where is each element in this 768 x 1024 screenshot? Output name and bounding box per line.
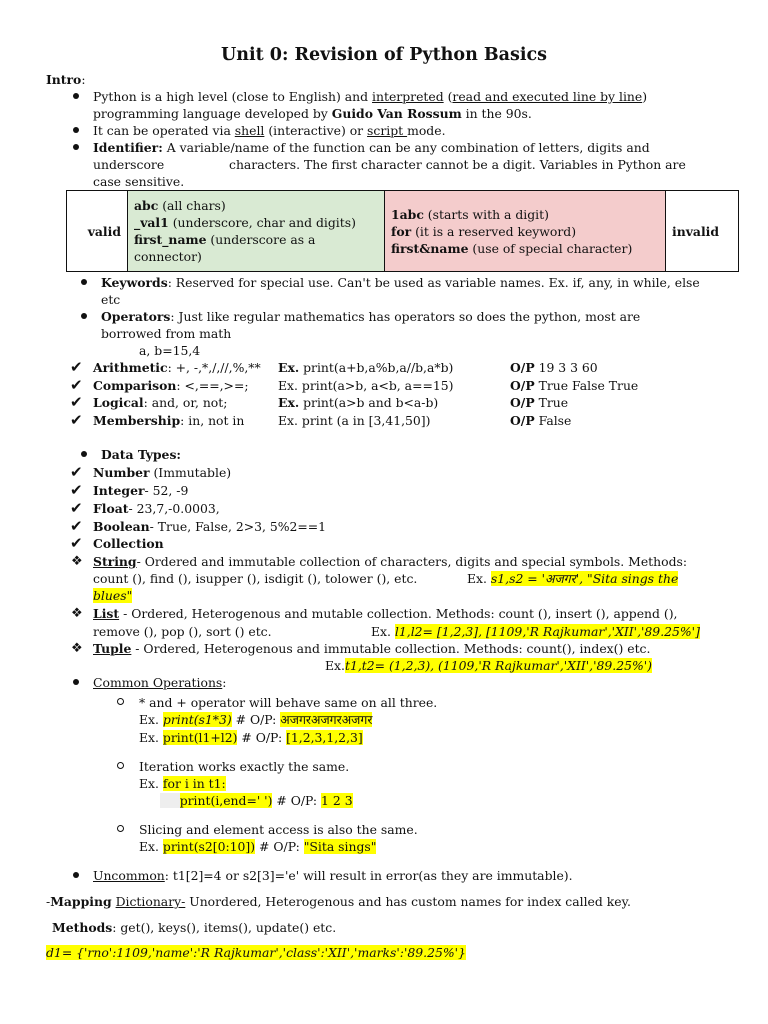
- intro-bullet-3-line-2b: characters. The first character cannot be a digit. Variables in Python are: [229, 157, 686, 172]
- intro-bullet-3-line-2a: underscore: [93, 157, 165, 172]
- valid-row: _val1 (underscore, char and digits): [134, 215, 356, 230]
- keywords-line-2: etc: [101, 292, 121, 307]
- common-op-2: Iteration works exactly the same.: [139, 759, 350, 774]
- intro-bullet-2: It can be operated via shell (interactive) or script mode.: [93, 123, 446, 138]
- intro-bullet-1-line-2: programming language developed by Guido Van Rossum in the 90s.: [93, 106, 532, 121]
- bullet-icon: [73, 93, 79, 99]
- data-type-item: Number (Immutable): [93, 465, 232, 480]
- data-type-item: Integer- 52, -9: [93, 483, 189, 498]
- bullet-icon: [73, 127, 79, 133]
- checkmark-icon: ✔: [70, 393, 83, 411]
- string-line-2: count (), find (), isupper (), isdigit (), tolower (), etc.: [93, 571, 418, 586]
- op-row-example: Ex. print(a>b, a<b, a==15): [278, 378, 454, 393]
- op-row-name: Comparison: <,==,>=;: [93, 378, 249, 393]
- op-row-output: O/P 19 3 3 60: [510, 360, 598, 375]
- circle-bullet-icon: [117, 825, 124, 832]
- valid-examples: [128, 191, 385, 272]
- bullet-icon: [81, 279, 87, 285]
- valid-row: first_name (underscore as a: [134, 232, 316, 247]
- list-example: Ex. l1,l2= [1,2,3], [1109,'R Rajkumar','XII','89.25%']: [371, 624, 700, 639]
- checkmark-icon: ✔: [70, 517, 83, 535]
- checkmark-icon: ✔: [70, 411, 83, 429]
- intro-bullet-1-line-1: Python is a high level (close to English) and interpreted (read and executed line by line): [93, 89, 648, 104]
- bullet-icon: [81, 313, 87, 319]
- data-type-item: Collection: [93, 536, 164, 551]
- circle-bullet-icon: [117, 762, 124, 769]
- common-op-1: * and + operator will behave same on all three.: [139, 695, 438, 710]
- bullet-icon: [73, 144, 79, 150]
- op-row-example: Ex. print(a+b,a%b,a//b,a*b): [278, 360, 454, 375]
- op-row-output: O/P False: [510, 413, 572, 428]
- op-row-name: Membership: in, not in: [93, 413, 245, 428]
- common-op-2-example-body: print(i,end=' ') # O/P: 1 2 3: [160, 792, 353, 809]
- common-operations-heading: Common Operations:: [93, 675, 227, 690]
- invalid-row: for (it is a reserved keyword): [391, 223, 577, 239]
- tuple-line-1: Tuple - Ordered, Heterogenous and immutable collection. Methods: count(), index() etc.: [93, 641, 651, 656]
- string-line-1: String- Ordered and immutable collection of characters, digits and special symbols. Methods:: [93, 554, 688, 569]
- bullet-icon: [73, 872, 79, 878]
- checkmark-icon: ✔: [70, 534, 83, 552]
- op-row-example: Ex. print (a in [3,41,50]): [278, 413, 431, 428]
- common-op-1-example-1: Ex. print(s1*3) # O/P: अजगरअजगरअजगर: [139, 712, 373, 727]
- intro-heading: Intro:: [46, 72, 86, 87]
- mapping-line: -Mapping Dictionary- Unordered, Heterogenous and has custom names for index called key.: [46, 894, 631, 909]
- operators-assignment: a, b=15,4: [139, 343, 201, 358]
- methods-line: Methods: get(), keys(), items(), update() etc.: [52, 920, 337, 935]
- data-type-item: Float- 23,7,-0.0003,: [93, 501, 220, 516]
- valid-row: connector): [134, 249, 202, 264]
- valid-label: valid: [67, 191, 128, 272]
- diamond-bullet-icon: ❖: [71, 606, 83, 621]
- string-example: Ex. s1,s2 = 'अजगर', "Sita sings the: [467, 571, 679, 586]
- checkmark-icon: ✔: [70, 499, 83, 517]
- checkmark-icon: ✔: [70, 463, 83, 481]
- op-row-output: O/P True: [510, 395, 569, 410]
- string-example-cont: blues": [93, 588, 133, 603]
- tuple-example: Ex.t1,t2= (1,2,3), (1109,'R Rajkumar','XII','89.25%'): [325, 658, 653, 673]
- checkmark-icon: ✔: [70, 358, 83, 376]
- diamond-bullet-icon: ❖: [71, 554, 83, 569]
- valid-row: abc (all chars): [134, 198, 226, 213]
- list-line-1: List - Ordered, Heterogenous and mutable collection. Methods: count (), insert (), append (),: [93, 606, 678, 621]
- list-line-2: remove (), pop (), sort () etc.: [93, 624, 272, 639]
- operators-line-1: Operators: Just like regular mathematics has operators so does the python, most are: [101, 309, 641, 324]
- intro-bullet-3-line-3: case sensitive.: [93, 174, 185, 189]
- page-title: Unit 0: Revision of Python Basics: [220, 45, 548, 65]
- common-op-2-example: Ex. for i in t1:: [139, 776, 226, 791]
- keywords-line-1: Keywords: Reserved for special use. Can't be used as variable names. Ex. if, any, in while, else: [101, 275, 700, 290]
- invalid-label: invalid: [666, 191, 739, 272]
- invalid-row: 1abc (starts with a digit): [391, 206, 549, 222]
- checkmark-icon: ✔: [70, 376, 83, 394]
- op-row-name: Arithmetic: +, -,*,/,//,%,**: [93, 360, 261, 375]
- uncommon-line: Uncommon: t1[2]=4 or s2[3]='e' will result in error(as they are immutable).: [93, 868, 573, 883]
- intro-bullet-3-line-1: Identifier: A variable/name of the function can be any combination of letters, digits and: [93, 140, 650, 155]
- dict-example: d1= {'rno':1109,'name':'R Rajkumar','class':'XII','marks':'89.25%'}: [46, 945, 466, 960]
- checkmark-icon: ✔: [70, 481, 83, 499]
- invalid-examples: [385, 191, 666, 272]
- identifier-table: [66, 190, 739, 272]
- data-type-item: Boolean- True, False, 2>3, 5%2==1: [93, 519, 327, 534]
- common-op-3-example: Ex. print(s2[0:10]) # O/P: "Sita sings": [139, 839, 377, 854]
- common-op-1-example-2: Ex. print(l1+l2) # O/P: [1,2,3,1,2,3]: [139, 730, 363, 745]
- common-op-3: Slicing and element access is also the same.: [139, 822, 418, 837]
- data-types-heading: Data Types:: [101, 447, 181, 462]
- diamond-bullet-icon: ❖: [71, 641, 83, 656]
- op-row-name: Logical: and, or, not;: [93, 395, 228, 410]
- bullet-icon: [81, 451, 87, 457]
- bullet-icon: [73, 679, 79, 685]
- op-row-output: O/P True False True: [510, 378, 639, 393]
- op-row-example: Ex. print(a>b and b<a-b): [278, 395, 439, 410]
- operators-line-2: borrowed from math: [101, 326, 232, 341]
- invalid-row: first&name (use of special character): [391, 240, 633, 256]
- circle-bullet-icon: [117, 698, 124, 705]
